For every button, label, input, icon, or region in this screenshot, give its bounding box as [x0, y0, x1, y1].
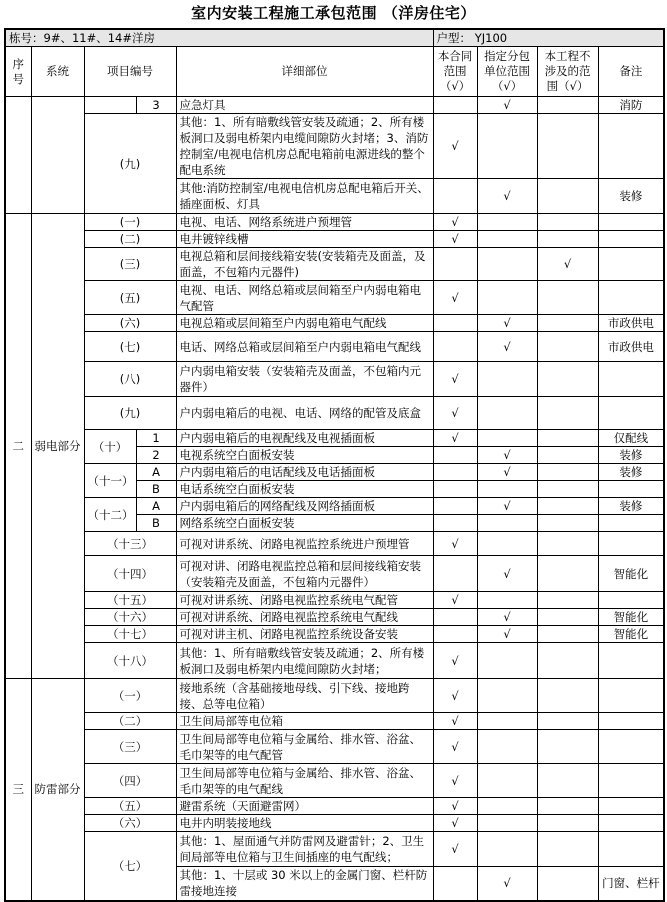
table-row: [5, 281, 664, 315]
header-detail: 详细部位: [176, 47, 433, 97]
excluded-scope-check: [537, 332, 598, 362]
note-cell: [598, 832, 664, 867]
detail-cell: 户内弱电箱后的电视配线及电视插面板: [176, 430, 433, 447]
subcontract-scope-check: [477, 592, 537, 609]
excluded-scope-check: [537, 626, 598, 643]
note-cell: [598, 643, 664, 679]
contract-scope-check: [433, 97, 477, 114]
table-row: [5, 609, 664, 626]
excluded-scope-check: [537, 430, 598, 447]
subcontract-scope-check: [477, 713, 537, 730]
detail-cell: 电井内明装接地线: [176, 815, 433, 832]
subcontract-scope-check: [477, 114, 537, 179]
detail-cell: 应急灯具: [176, 97, 433, 114]
detail-cell: 户内弱电箱后的电视、电话、网络的配管及底盒: [176, 397, 433, 430]
excluded-scope-check: [537, 815, 598, 832]
subcontract-scope-check: √: [477, 556, 537, 592]
table-row: [5, 730, 664, 764]
subcontract-scope-check: [477, 730, 537, 764]
excluded-scope-check: [537, 481, 598, 498]
table-row: [5, 231, 664, 248]
excluded-scope-check: [537, 592, 598, 609]
note-cell: [598, 532, 664, 556]
detail-cell: 可视对讲系统、闭路电视监控系统进户预埋管: [176, 532, 433, 556]
contract-scope-check: [433, 498, 477, 515]
contract-scope-check: [433, 447, 477, 464]
building-number: 栋号：9#、11#、14#洋房: [5, 29, 433, 47]
table-row: [5, 214, 664, 231]
item-code: （十四）: [84, 556, 176, 592]
note-cell: [598, 815, 664, 832]
subcontract-scope-check: √: [477, 179, 537, 214]
note-cell: [598, 214, 664, 231]
contract-scope-check: √: [433, 281, 477, 315]
item-code: （十）: [84, 430, 136, 464]
contract-scope-check: √: [433, 643, 477, 679]
table-row: [5, 832, 664, 867]
contract-scope-check: [433, 609, 477, 626]
excluded-scope-check: [537, 362, 598, 397]
subcontract-scope-check: [477, 764, 537, 798]
excluded-scope-check: [537, 97, 598, 114]
header-contract-scope: 本合同范围（√）: [433, 47, 477, 97]
contract-scope-check: √: [433, 798, 477, 815]
item-code: (一): [84, 214, 176, 231]
header-seq: 序号: [5, 47, 31, 97]
detail-cell: 避雷系统（天面避雷网）: [176, 798, 433, 815]
table-row: [5, 532, 664, 556]
subcontract-scope-check: [477, 481, 537, 498]
subcontract-scope-check: √: [477, 609, 537, 626]
scope-table: [4, 28, 665, 902]
item-sub-code: 3: [136, 97, 176, 114]
table-row: [5, 97, 664, 114]
note-cell: [598, 397, 664, 430]
detail-cell: 电井镀锌线槽: [176, 231, 433, 248]
table-row: [5, 626, 664, 643]
item-code: （二）: [84, 713, 176, 730]
excluded-scope-check: √: [537, 248, 598, 281]
contract-scope-check: [433, 248, 477, 281]
detail-cell: 户内弱电箱后的电话配线及电话插面板: [176, 464, 433, 481]
detail-cell: 可视对讲主机、闭路电视监控系统设备安装: [176, 626, 433, 643]
note-cell: [598, 481, 664, 498]
section-system: [31, 97, 84, 214]
detail-cell: 其他：1、所有暗敷线管安装及疏通；2、所有楼板洞口及弱电桥架内电缆间隙防火封堵；3、消防控制室/电视电信机房总配电箱前电源进线的整个配电系统: [176, 114, 433, 179]
note-cell: 装修: [598, 447, 664, 464]
contract-scope-check: √: [433, 713, 477, 730]
contract-scope-check: [433, 332, 477, 362]
note-cell: 智能化: [598, 626, 664, 643]
excluded-scope-check: [537, 713, 598, 730]
note-cell: [598, 679, 664, 713]
item-code: （七）: [84, 832, 176, 901]
contract-scope-check: √: [433, 730, 477, 764]
item-code: （十一）: [84, 464, 136, 498]
note-cell: [598, 114, 664, 179]
excluded-scope-check: [537, 447, 598, 464]
unit-type: 户型： YJ100: [433, 29, 664, 47]
item-code: （四）: [84, 764, 176, 798]
info-row: [5, 29, 664, 47]
contract-scope-check: √: [433, 114, 477, 179]
detail-cell: 电视总箱和层间接线箱安装(安装箱壳及面盖，及面盖，不包箱内元器件): [176, 248, 433, 281]
contract-scope-check: [433, 515, 477, 532]
detail-cell: 接地系统（含基础接地母线、引下线、接地跨接、总等电位箱）: [176, 679, 433, 713]
header-subcontract-scope: 指定分包单位范围（√）: [477, 47, 537, 97]
note-cell: [598, 730, 664, 764]
table-row: [5, 315, 664, 332]
subcontract-scope-check: [477, 430, 537, 447]
excluded-scope-check: [537, 179, 598, 214]
item-sub-code: 1: [136, 430, 176, 447]
note-cell: 门窗、栏杆: [598, 867, 664, 901]
item-code: (三): [84, 248, 176, 281]
subcontract-scope-check: √: [477, 867, 537, 901]
subcontract-scope-check: [477, 532, 537, 556]
subcontract-scope-check: √: [477, 97, 537, 114]
note-cell: 仅配线: [598, 430, 664, 447]
detail-cell: 电视、电话、网络总箱或层间箱至户内弱电箱电气配管: [176, 281, 433, 315]
contract-scope-check: [433, 481, 477, 498]
contract-scope-check: [433, 179, 477, 214]
contract-scope-check: √: [433, 362, 477, 397]
note-cell: 智能化: [598, 609, 664, 626]
table-row: [5, 114, 664, 179]
subcontract-scope-check: √: [477, 464, 537, 481]
subcontract-scope-check: √: [477, 626, 537, 643]
detail-cell: 卫生间局部等电位箱与金属给、排水管、浴盆、毛巾架等的电气配管: [176, 730, 433, 764]
contract-scope-check: √: [433, 214, 477, 231]
excluded-scope-check: [537, 556, 598, 592]
detail-cell: 电视、电话、网络系统进户预埋管: [176, 214, 433, 231]
excluded-scope-check: [537, 679, 598, 713]
subcontract-scope-check: [477, 214, 537, 231]
contract-scope-check: √: [433, 532, 477, 556]
note-cell: 装修: [598, 498, 664, 515]
subcontract-scope-check: √: [477, 447, 537, 464]
excluded-scope-check: [537, 231, 598, 248]
section-system: 防雷部分: [31, 679, 84, 901]
contract-scope-check: √: [433, 397, 477, 430]
excluded-scope-check: [537, 464, 598, 481]
excluded-scope-check: [537, 764, 598, 798]
item-code: (九): [84, 114, 176, 214]
item-code: (八): [84, 362, 176, 397]
detail-cell: 户内弱电箱安装（安装箱壳及面盖，不包箱内元器件）: [176, 362, 433, 397]
note-cell: 市政供电: [598, 315, 664, 332]
contract-scope-check: [433, 315, 477, 332]
item-code: （五）: [84, 798, 176, 815]
item-sub-code: A: [136, 464, 176, 481]
contract-scope-check: [433, 626, 477, 643]
item-sub-code: A: [136, 498, 176, 515]
contract-scope-check: √: [433, 231, 477, 248]
subcontract-scope-check: [477, 832, 537, 867]
note-cell: [598, 798, 664, 815]
note-cell: [598, 248, 664, 281]
excluded-scope-check: [537, 609, 598, 626]
section-seq: 二: [5, 214, 31, 679]
excluded-scope-check: [537, 281, 598, 315]
section-seq: 三: [5, 679, 31, 901]
table-row: [5, 713, 664, 730]
table-row: [5, 248, 664, 281]
excluded-scope-check: [537, 532, 598, 556]
note-cell: 市政供电: [598, 332, 664, 362]
contract-scope-check: √: [433, 679, 477, 713]
excluded-scope-check: [537, 515, 598, 532]
note-cell: 消防: [598, 97, 664, 114]
detail-cell: 卫生间局部等电位箱: [176, 713, 433, 730]
item-code: （十五）: [84, 592, 176, 609]
header-row: [5, 47, 664, 97]
detail-cell: 其他：1、十层或 30 米以上的金属门窗、栏杆防雷接地连接: [176, 867, 433, 901]
item-code: (五): [84, 281, 176, 315]
detail-cell: 可视对讲、闭路电视监控总箱和层间接线箱安装（安装箱壳及面盖，不包箱内元器件）: [176, 556, 433, 592]
detail-cell: 可视对讲系统、闭路电视监控系统电气配管: [176, 592, 433, 609]
table-row: [5, 332, 664, 362]
section-seq: [5, 97, 31, 214]
table-row: [5, 464, 664, 481]
item-code: （一）: [84, 679, 176, 713]
note-cell: [598, 231, 664, 248]
table-row: [5, 498, 664, 515]
table-row: [5, 430, 664, 447]
note-cell: [598, 764, 664, 798]
contract-scope-check: √: [433, 832, 477, 867]
table-row: [5, 764, 664, 798]
detail-cell: 电视系统空白面板安装: [176, 447, 433, 464]
note-cell: [598, 592, 664, 609]
detail-cell: 电视总箱或层间箱至户内弱电箱电气配线: [176, 315, 433, 332]
item-sub-code: B: [136, 481, 176, 498]
document-title: 室内安装工程施工承包范围 （洋房住宅）: [191, 4, 476, 22]
note-cell: 智能化: [598, 556, 664, 592]
subcontract-scope-check: [477, 248, 537, 281]
subcontract-scope-check: [477, 815, 537, 832]
subcontract-scope-check: [477, 798, 537, 815]
header-note: 备注: [598, 47, 664, 97]
contract-scope-check: [433, 464, 477, 481]
excluded-scope-check: [537, 730, 598, 764]
item-code: [84, 97, 136, 114]
item-code: （十六）: [84, 609, 176, 626]
contract-scope-check: √: [433, 815, 477, 832]
excluded-scope-check: [537, 643, 598, 679]
table-row: [5, 592, 664, 609]
contract-scope-check: [433, 556, 477, 592]
subcontract-scope-check: [477, 515, 537, 532]
table-row: [5, 643, 664, 679]
table-row: [5, 798, 664, 815]
contract-scope-check: [433, 867, 477, 901]
item-code: （十八）: [84, 643, 176, 679]
item-code: （十三）: [84, 532, 176, 556]
contract-scope-check: √: [433, 430, 477, 447]
item-sub-code: 2: [136, 447, 176, 464]
subcontract-scope-check: [477, 231, 537, 248]
subcontract-scope-check: √: [477, 315, 537, 332]
subcontract-scope-check: [477, 397, 537, 430]
excluded-scope-check: [537, 832, 598, 867]
note-cell: 装修: [598, 464, 664, 481]
table-row: [5, 362, 664, 397]
table-row: [5, 815, 664, 832]
subcontract-scope-check: [477, 679, 537, 713]
note-cell: [598, 362, 664, 397]
section-system: 弱电部分: [31, 214, 84, 679]
detail-cell: 卫生间局部等电位箱与金属给、排水管、浴盆、毛巾架等的电气配线: [176, 764, 433, 798]
excluded-scope-check: [537, 867, 598, 901]
item-code: (七): [84, 332, 176, 362]
table-row: [5, 679, 664, 713]
excluded-scope-check: [537, 397, 598, 430]
item-code: （六）: [84, 815, 176, 832]
header-system: 系统: [31, 47, 84, 97]
item-code: （十二）: [84, 498, 136, 532]
detail-cell: 其他：1、所有暗敷线管安装及疏通；2、所有楼板洞口及弱电桥架内电缆间隙防火封堵；: [176, 643, 433, 679]
detail-cell: 可视对讲系统、闭路电视监控系统电气配线: [176, 609, 433, 626]
item-sub-code: B: [136, 515, 176, 532]
detail-cell: 其他:消防控制室/电视电信机房总配电箱后开关、插座面板、灯具: [176, 179, 433, 214]
detail-cell: 电话系统空白面板安装: [176, 481, 433, 498]
table-row: [5, 397, 664, 430]
item-code: （十七）: [84, 626, 176, 643]
contract-scope-check: √: [433, 592, 477, 609]
subcontract-scope-check: [477, 281, 537, 315]
item-code: (二): [84, 231, 176, 248]
item-code: (六): [84, 315, 176, 332]
table-row: [5, 556, 664, 592]
excluded-scope-check: [537, 114, 598, 179]
detail-cell: 户内弱电箱后的网络配线及网络插面板: [176, 498, 433, 515]
item-code: （三）: [84, 730, 176, 764]
note-cell: 装修: [598, 179, 664, 214]
header-excluded-scope: 本工程不涉及的范围（√）: [537, 47, 598, 97]
excluded-scope-check: [537, 315, 598, 332]
contract-scope-check: √: [433, 764, 477, 798]
note-cell: [598, 713, 664, 730]
subcontract-scope-check: [477, 643, 537, 679]
excluded-scope-check: [537, 798, 598, 815]
subcontract-scope-check: √: [477, 498, 537, 515]
item-code: (九): [84, 397, 176, 430]
detail-cell: 其他：1、屋面通气并防雷网及避雷针；2、卫生间局部等电位箱与卫生间插座的电气配线；: [176, 832, 433, 867]
detail-cell: 电话、网络总箱或层间箱至户内弱电箱电气配线: [176, 332, 433, 362]
excluded-scope-check: [537, 498, 598, 515]
note-cell: [598, 281, 664, 315]
subcontract-scope-check: √: [477, 332, 537, 362]
detail-cell: 网络系统空白面板安装: [176, 515, 433, 532]
note-cell: [598, 515, 664, 532]
header-item-code: 项目编号: [84, 47, 176, 97]
subcontract-scope-check: [477, 362, 537, 397]
excluded-scope-check: [537, 214, 598, 231]
